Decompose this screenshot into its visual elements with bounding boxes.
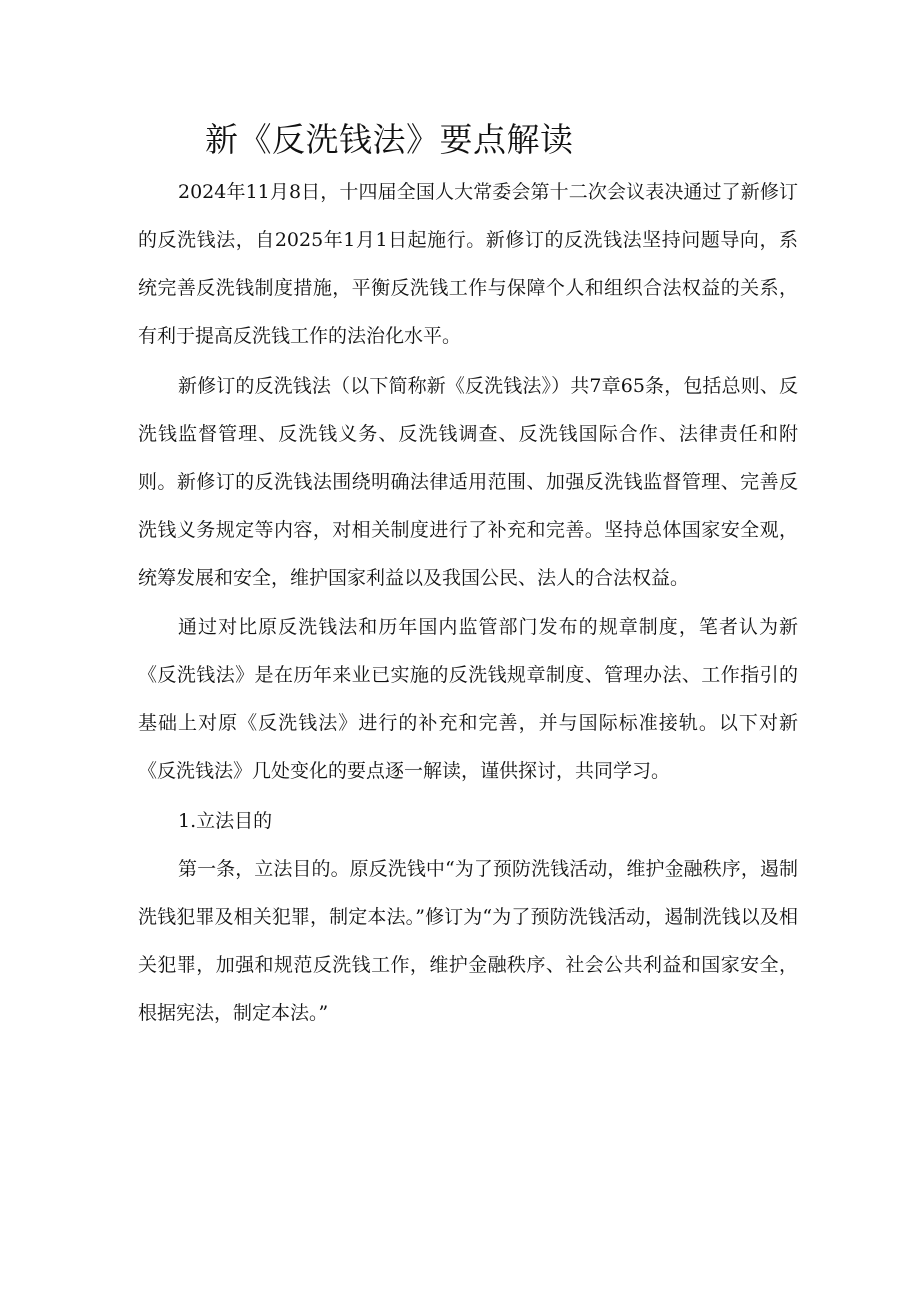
- document-title: 新《反洗钱法》要点解读: [205, 120, 574, 159]
- paragraph-comparison: 通过对比原反洗钱法和历年国内监管部门发布的规章制度，笔者认为新《反洗钱法》是在历年来业已实施的反洗钱规章制度、管理办法、工作指引的基础上对原《反洗钱法》进行的补充和完善，并与国际标准接轨。以下对新《反洗钱法》几处变化的要点逐一解读，谨供探讨，共同学习。: [138, 616, 798, 782]
- paragraph-article-one: 第一条，立法目的。原反洗钱中“为了预防洗钱活动，维护金融秩序，遏制洗钱犯罪及相关犯罪，制定本法。”修订为“为了预防洗钱活动，遏制洗钱以及相关犯罪，加强和规范反洗钱工作，维护金融秩序、社会公共利益和国家安全，根据宪法，制定本法。”: [138, 858, 798, 1024]
- paragraph-structure: 新修订的反洗钱法（以下简称新《反洗钱法》）共7章65条，包括总则、反洗钱监督管理、反洗钱义务、反洗钱调查、反洗钱国际合作、法律责任和附则。新修订的反洗钱法围绕明确法律适用范围、加强反洗钱监督管理、完善反洗钱义务规定等内容，对相关制度进行了补充和完善。坚持总体国家安全观，统筹发展和安全，维护国家利益以及我国公民、法人的合法权益。: [138, 375, 798, 589]
- section-heading: 1.立法目的: [178, 810, 273, 832]
- paragraph-intro: 2024年11月8日，十四届全国人大常委会第十二次会议表决通过了新修订的反洗钱法，自2025年1月1日起施行。新修订的反洗钱法坚持问题导向，系统完善反洗钱制度措施，平衡反洗钱工作与保障个人和组织合法权益的关系，有利于提高反洗钱工作的法治化水平。: [138, 181, 798, 347]
